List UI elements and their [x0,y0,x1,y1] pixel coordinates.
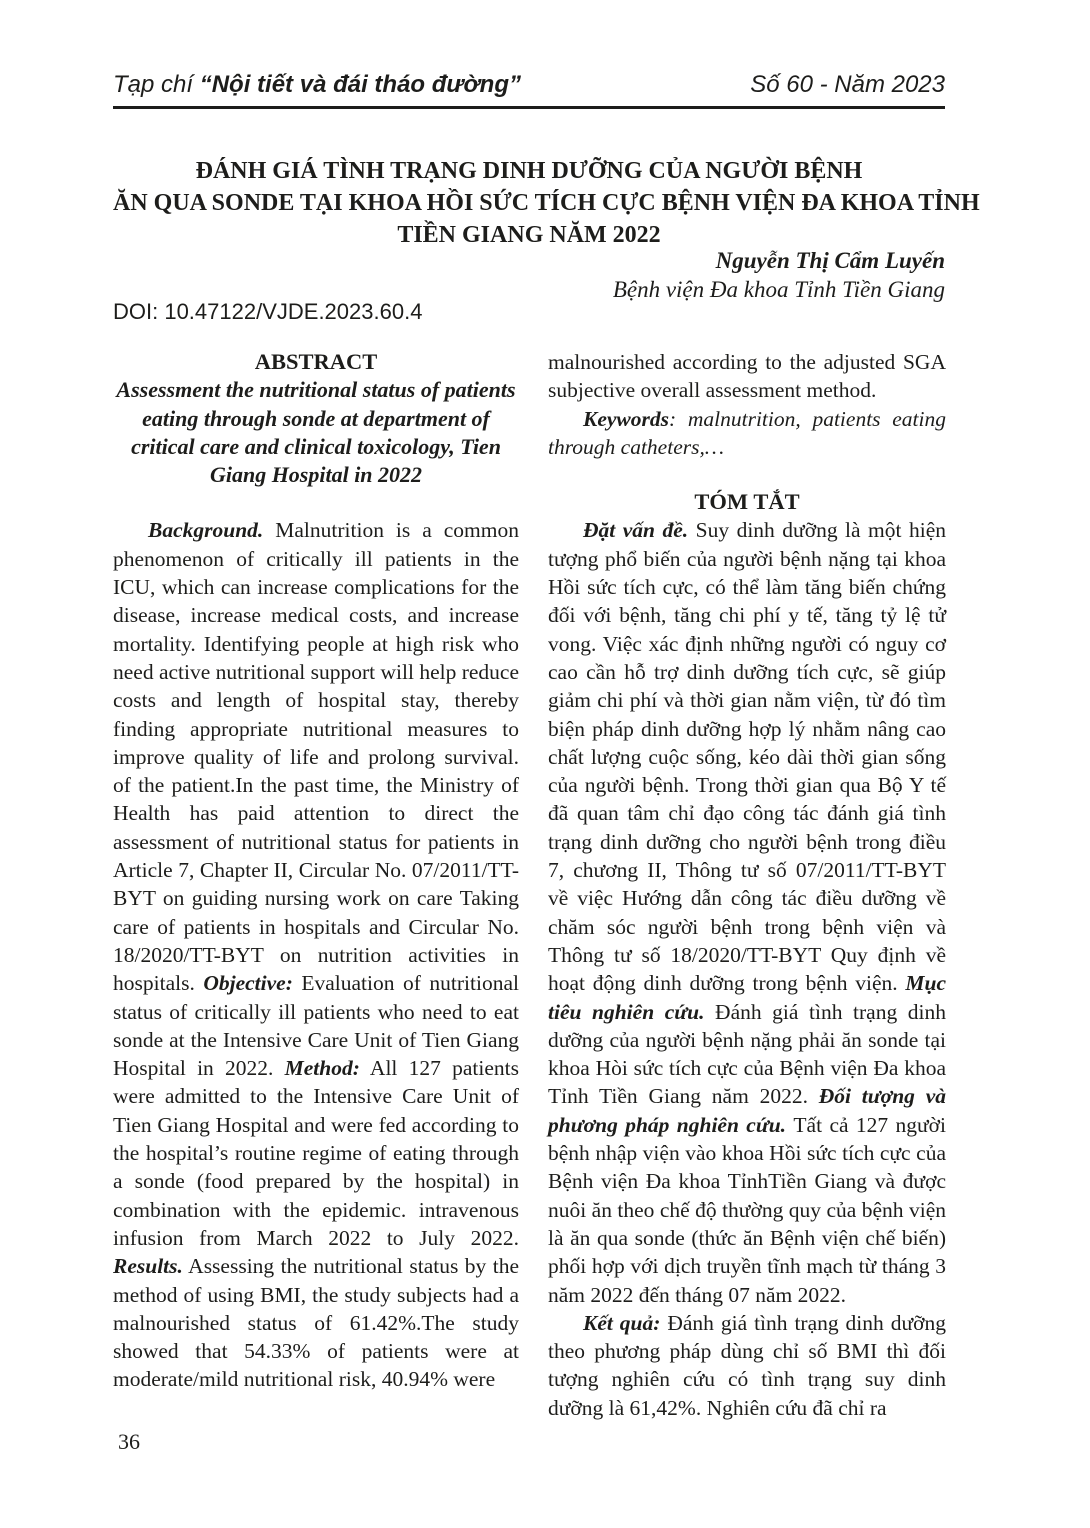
author-name: Nguyễn Thị Cẩm Luyến [715,248,945,273]
doi: DOI: 10.47122/VJDE.2023.60.4 [113,299,423,324]
text-run: Kết quả: [583,1310,668,1335]
text-run: Đánh giá tình trạng dinh dưỡng của người bệnh nặng phải ăn sonde tại khoa Hòi sức tích cực của Bệnh viện Đa khoa Tỉnh Tiền Giang năm 2022. [548,999,946,1109]
text-run: Method: [284,1056,360,1081]
tomtat-heading: TÓM TẮT [694,489,800,515]
keywords-label: Keywords [583,406,669,431]
text-run: All 127 patients were admitted to the Intensive Care Unit of Tien Giang Hospital and were fed according to the hospital’s routine regime of eating through a sonde (food prepared by the hospital) in combination with the epidemic. intravenous infusion from March 2022 to July 2022. [113,1056,519,1250]
tomtat-paragraph [548,516,946,1308]
text-run: Results. [113,1254,183,1279]
text-run: Đặt vấn đề. [583,518,696,543]
journal-name: “Nội tiết và đái tháo đường” [199,71,521,98]
journal-prefix: Tạp chí [113,71,200,98]
text-run: Malnutrition is a common phenomenon of critically ill patients in the ICU, which can increase complications for the disease, increase medical costs, and increase mortality. Identifying people at high risk who need active nutritional support will help reduce costs and length of hospital stay, thereby finding appropriate nutritional measures to improve quality of life and prolong survival. of the patient.In the past time, the Ministry of Health has paid attention to direct the assessment of nutritional status for patients in Article 7, Chapter II, Circular No. 07/2011/TT-BYT on guiding nursing work on care Taking care of patients in hospitals and Circular No. 18/2020/TT-BYT on nutrition activities in hospitals. [113,518,519,996]
abstract-heading: ABSTRACT [254,349,378,374]
text-run: Suy dinh dưỡng là một hiện tượng phổ biến của người bệnh nặng tại khoa Hồi sức tích cực, có thể làm tăng biến chứng đối với bệnh, tăng chi phí y tế, tăng tỷ lệ tử vong. Việc xác định những người có nguy cơ cao cần hỗ trợ dinh dưỡng tích cực, sẽ giúp giảm chi phí và thời gian nằm viện, từ đó tìm biện pháp dinh dưỡng hợp lý nhằm nâng cao chất lượng cuộc sống, kéo dài thời gian sống của người bệnh. Trong thời gian qua Bộ Y tế đã quan tâm chỉ đạo công tác đánh giá tình trạng dinh dưỡng cho người bệnh trong điều 7, chương II, Thông tư số 07/2011/TT-BYT về việc Hướng dẫn công tác điều dưỡng về chăm sóc người bệnh trong bệnh viện và Thông tư số 18/2020/TT-BYT Quy định về hoạt động dinh dưỡng trong bệnh viện. [548,518,947,996]
text-run: Assessing the nutritional status by the method of using BMI, the study subjects had a malnourished status of 61.42%.The study showed that 54.33% of patients were at moderate/mild nutritional risk, 40.94% were [113,1254,519,1392]
text-run: Mục tiêu nghiên cứu. [548,971,946,1024]
author-affiliation: Bệnh viện Đa khoa Tỉnh Tiền Giang [612,277,945,302]
text-run: Objective: [203,971,293,996]
journal-header [113,70,521,100]
right-column [548,348,946,1422]
left-column [113,348,519,1394]
abstract-subtitle: Assessment the nutritional status of patients eating through sonde at department of critical care and clinical toxicology, Tien Giang Hospital in 2022 [116,377,516,488]
page-number: 36 [118,1429,140,1454]
text-run: Tất cả 127 người bệnh nhập viện vào khoa Hồi sức tích cực của Bệnh viện Đa khoa TỉnhTiền Giang và được nuôi ăn theo chế độ thường quy của bệnh viện là ăn qua sonde (thức ăn Bệnh viện chế biến) phối hợp với dịch truyền tĩnh mạch từ tháng 3 năm 2022 đến tháng 07 năm 2022. [548,1112,947,1307]
text-run: Đối tượng và phương pháp nghiên cứu. [548,1084,946,1137]
title-line-3: TIỀN GIANG NĂM 2022 [397,222,661,248]
header-rule [113,106,945,109]
keywords-list: : malnutrition, patients eating through catheters,… [548,406,946,459]
text-run: Evaluation of nutritional status of critically ill patients who need to eat sonde at the Intensive Care Unit of Tien Giang Hospital in 2022. [113,971,519,1081]
keywords-paragraph [548,405,946,462]
abstract-continuation: malnourished according to the adjusted SGA subjective overall assessment method. [548,350,946,403]
title-line-1: ĐÁNH GIÁ TÌNH TRẠNG DINH DƯỠNG CỦA NGƯỜI BỆNH [195,158,863,184]
article-title [113,155,980,251]
text-run: Background. [148,518,276,543]
title-line-2: ĂN QUA SONDE TẠI KHOA HỒI SỨC TÍCH CỰC BỆNH VIỆN ĐA KHOA TỈNH [113,190,980,216]
abstract-paragraph [113,516,519,1393]
issue-number: Số 60 - Năm 2023 [750,71,945,98]
ketqua-paragraph [548,1309,946,1422]
text-run: Đánh giá tình trạng dinh dưỡng theo phương pháp dùng chỉ số BMI thì đối tượng nghiên cứu có tình trạng suy dinh dưỡng là 61,42%. Nghiên cứu đã chỉ ra [548,1310,946,1420]
